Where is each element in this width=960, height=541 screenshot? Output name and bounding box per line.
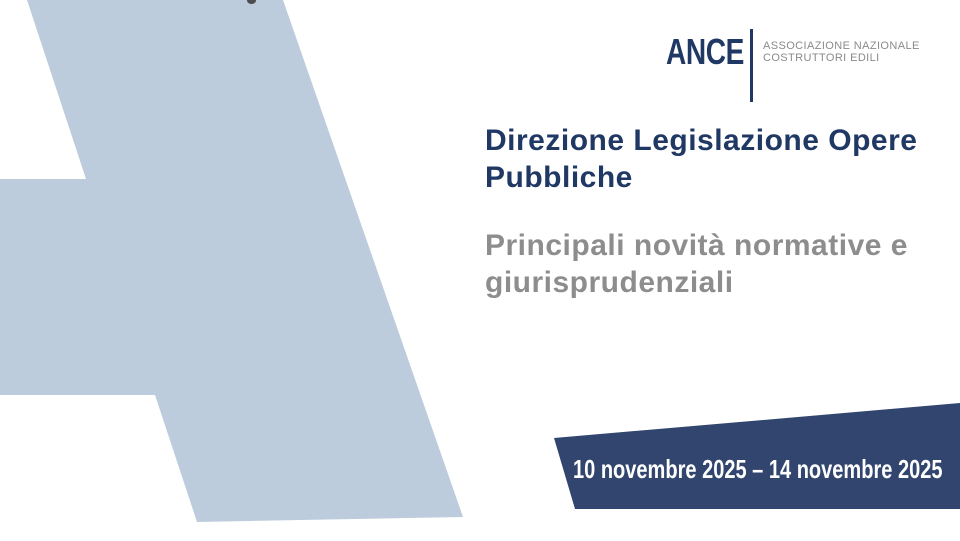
ance-logo-divider	[750, 29, 753, 102]
slide-subtitle-line1: Principali novità normative e	[485, 229, 908, 262]
slide-title	[485, 123, 955, 196]
slide-subtitle-line2: giurisprudenziali	[485, 265, 734, 299]
ance-watermark-shape	[0, 0, 463, 522]
ance-logo-acronym: ANCE	[666, 31, 745, 72]
slide-title-line1: Direzione Legislazione Opere	[485, 124, 918, 157]
ance-logo-org-line1: ASSOCIAZIONE NAZIONALE	[763, 39, 920, 52]
ance-logo-org-line2: COSTRUTTORI EDILI	[763, 51, 880, 64]
slide-subtitle	[485, 228, 955, 301]
ance-logo-orgname	[763, 40, 920, 64]
date-range-label: 10 novembre 2025 – 14 novembre 2025	[573, 454, 943, 484]
slide-title-line2: Pubbliche	[485, 160, 633, 194]
